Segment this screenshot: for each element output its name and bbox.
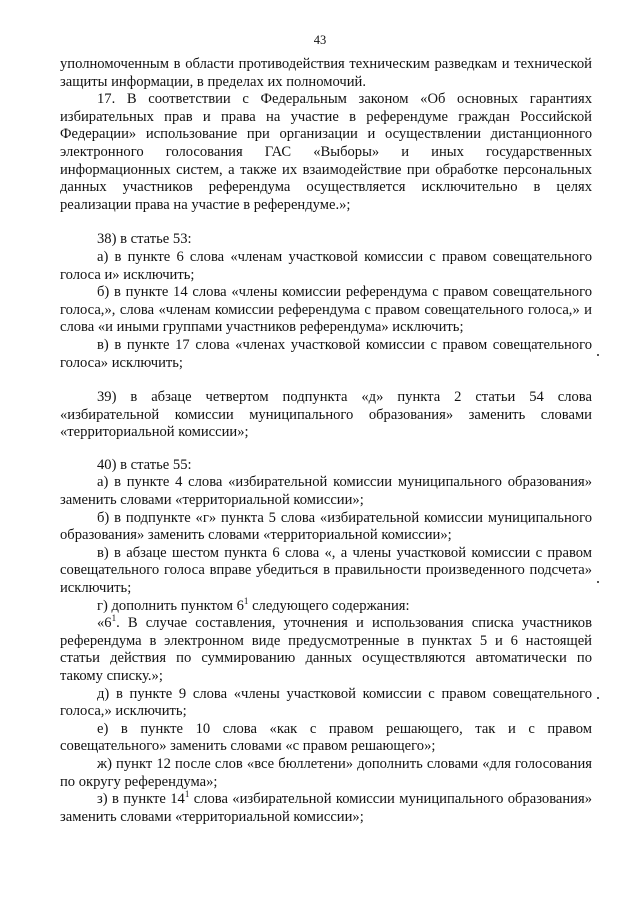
scan-speck [597,581,599,583]
quoted-6-1-start: «6 [97,615,112,632]
document-body [60,56,592,826]
scan-speck [597,697,599,699]
paragraph-40-z-start: з) в пункте 14 [97,791,185,808]
paragraph-40-e: е) в пункте 10 слова «как с правом решающего, так и с правом совещательного» заменить словами «с правом решающего»; [60,720,592,755]
paragraph-40-z-end: слова «избирательной комиссии муниципального образования» заменить словами «территориальной комиссии»; [60,791,592,825]
paragraph-40-z [60,791,592,826]
paragraph-40-g [60,595,592,616]
scan-speck [597,354,599,356]
paragraph-40-v: в) в абзаце шестом пункта 6 слова «, а члены участковой комиссии с правом совещательного голоса вправе убедиться в правильности произведенного подсчета» исключить; [60,544,592,597]
paragraph-40-g-end: следующего содержания: [248,597,410,614]
paragraph-item-39: 39) в абзаце четвертом подпункта «д» пункта 2 статьи 54 слова «избирательной комиссии муниципального образования» заменить словами «территориальной комиссии»; [60,389,592,441]
page-number: 43 [313,33,327,47]
quoted-6-1-end: . В случае составления, уточнения и использования списка участников референдума в электронном виде предусмотренные в пунктах 5 и 6 настоящей статьи действия по суммированию данных осуществляются автоматически по такому списку.»; [60,615,592,684]
paragraph-40-zh: ж) пункт 12 после слов «все бюллетени» дополнить словами «для голосования по округу референдума»; [60,755,592,790]
paragraph-40-a: а) в пункте 4 слова «избирательной комиссии муниципального образования» заменить словами «территориальной комиссии»; [60,474,592,509]
superscript: 1 [243,595,249,606]
paragraph-40-d: д) в пункте 9 слова «члены участковой комиссии с правом совещательного голоса,» исключить; [60,685,592,720]
paragraph-40-b: б) в подпункте «г» пункта 5 слова «избирательной комиссии муниципального образования» заменить словами «территориальной комиссии»; [60,509,592,544]
paragraph-40-g-start: г) дополнить пунктом 6 [97,597,244,614]
paragraph-item-17: 17. В соответствии с Федеральным законом «Об основных гарантиях избирательных прав и права на участие в референдуме граждан Российской Федерации» использование при организации и осуществлении дистанционного электронного голосования ГАС «Выборы» и иных государственных информационных систем, а также их взаимодействие при обработке персональных данных участников референдума осуществляется исключительно в целях реализации права на участие в референдуме.»; [60,91,592,213]
paragraph-38-b: б) в пункте 14 слова «члены комиссии референдума с правом совещательного голоса,», слова «членам комиссии референдума с правом совещательного голоса,» и слова «и иными группами участников референдума» исключить; [60,284,592,336]
paragraph-item-40: 40) в статье 55: [97,456,192,473]
paragraph-38-v: в) в пункте 17 слова «членах участковой комиссии с правом совещательного голоса» исключить; [60,336,592,371]
superscript: 1 [184,789,190,800]
superscript: 1 [111,613,117,624]
paragraph-38-a: а) в пункте 6 слова «членам участковой комиссии с правом совещательного голоса и» исключить; [60,248,592,283]
paragraph-item-38: 38) в статье 53: [97,231,192,248]
paragraph-quoted-6-1 [60,615,592,685]
paragraph-continuation: уполномоченным в области противодействия техническим разведкам и технической защиты информации, в пределах их полномочий. [60,56,592,90]
